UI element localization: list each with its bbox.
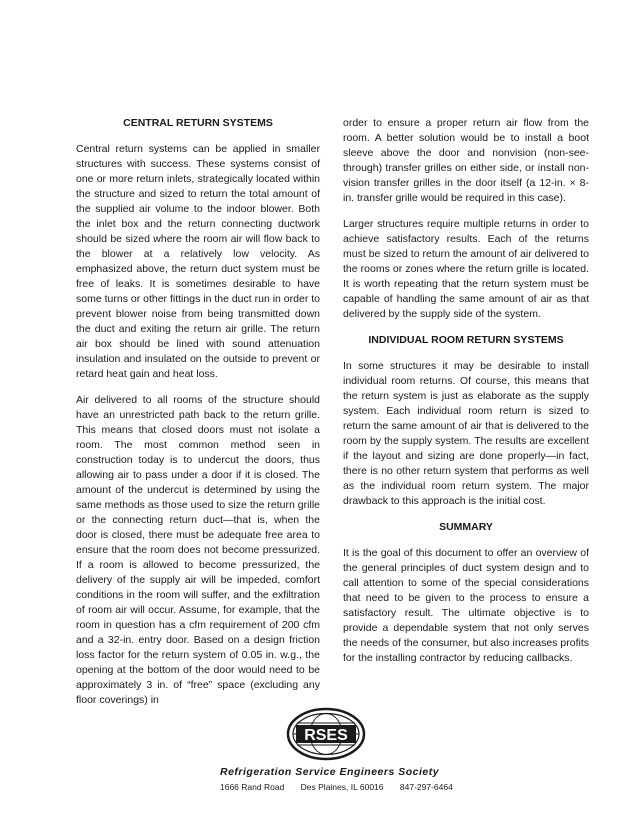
paragraph-summary: It is the goal of this document to offer an overview of the general principles of duct system design and to call attention to some of the special considerations that need to be given to the process to ensure a satisfactory result. The ultimate objective is to provide a dependable system that not only serves the needs of the consumer, but also increases profits for the installing contractor by reducing callbacks.: [343, 547, 589, 664]
left-column: [76, 116, 320, 719]
organization-address: [220, 782, 467, 792]
paragraph-central-return-1: Central return systems can be applied in smaller structures with success. These systems consist of one or more return inlets, strategically located within the structure and sized to return the total amount of the supplied air volume to the indoor blower. Both the inlet box and the return connecting ductwork should be sized where the room air will flow back to the blower at a relatively low velocity. As emphasized above, the return duct system must be free of leaks. It is sometimes desirable to have some turns or other fittings in the duct run in order to prevent blower noise from being transmitted down the duct and exiting the return air grille. The return air box should be lined with sound attenuation insulation and insulated on the outside to prevent or retard heat gain and heat loss.: [76, 143, 320, 380]
address-city: Des Plaines, IL 60016: [300, 782, 384, 792]
heading-individual-room-return: INDIVIDUAL ROOM RETURN SYSTEMS: [368, 334, 564, 346]
paragraph-larger-structures: Larger structures require multiple returns in order to achieve satisfactory results. Each of the returns must be sized to return the amount of air delivered to the rooms or zones where the return grille is located. It is worth repeating that the return system must be capable of handling the same amount of air as that delivered by the supply side of the system.: [343, 218, 589, 320]
heading-central-return: CENTRAL RETURN SYSTEMS: [123, 117, 273, 129]
paragraph-individual-room-return: In some structures it may be desirable to install individual room returns. Of course, this means that the return system is just as elaborate as the supply system. Each individual room return is sized to return the same amount of air that is delivered to the room by the supply system. The results are excellent if the layout and sizing are done properly—in fact, there is no other return system that performs as well as the individual room return system. The major drawback to this approach is the initial cost.: [343, 360, 589, 507]
paragraph-continuation: order to ensure a proper return air flow from the room. A better solution would be to install a boot sleeve above the door and nonvision (non-see-through) transfer grilles on either side, or install non-vision transfer grilles in the door itself (a 12-in. × 8-in. transfer grille would be required in this case).: [343, 117, 589, 204]
address-street: 1666 Rand Road: [220, 782, 285, 792]
organization-name: Refrigeration Service Engineers Society: [220, 766, 440, 778]
address-phone: 847-297-6464: [399, 782, 453, 792]
rses-logo: [284, 706, 368, 762]
paragraph-central-return-2: Air delivered to all rooms of the structure should have an unrestricted path back to the return grille. This means that closed doors must not isolate a room. The most common method seen in construction today is to undercut the doors, thus allowing air to pass under a door if it is closed. The amount of the undercut is determined by using the same methods as those used to size the return grille or the connecting return duct—that is, when the door is closed, there must be adequate free area to ensure that the room does not become pressurized. If a room is allowed to become pressurized, the delivery of the supply air will be impeded, comfort conditions in the room will suffer, and the exfiltration of room air will occur. Assume, for example, that the room in question has a cfm requirement of 200 cfm and a 32-in. entry door. Based on a design friction loss factor for the return system of 0.05 in. w.g., the opening at the bottom of the door would need to be approximately 3 in. of “free” space (excluding any floor coverings) in: [76, 394, 320, 706]
logo-text: RSES: [304, 727, 348, 744]
right-column: [343, 116, 589, 677]
heading-summary: SUMMARY: [439, 521, 493, 533]
